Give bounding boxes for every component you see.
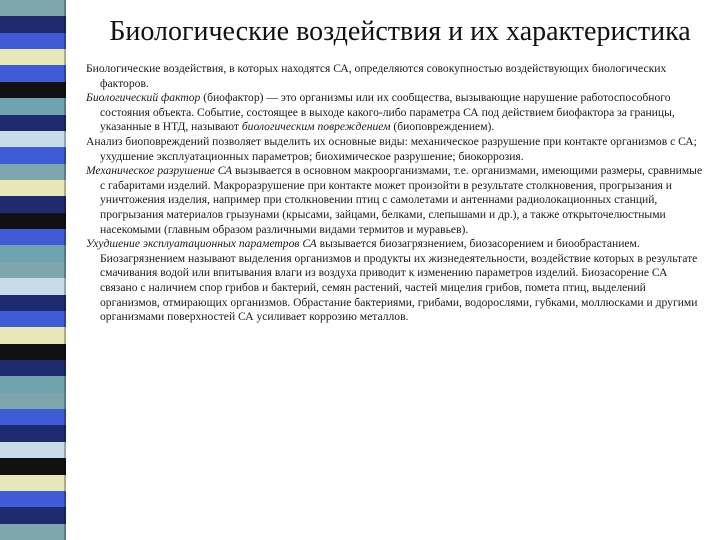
stripe-segment (0, 524, 66, 540)
stripe-segment (0, 458, 66, 475)
decorative-stripe-bar (0, 0, 66, 540)
stripe-segment (0, 507, 66, 524)
body-paragraph (86, 237, 704, 325)
stripe-segment (0, 245, 66, 262)
stripe-segment (0, 98, 66, 115)
stripe-segment (0, 327, 66, 344)
stripe-segment (0, 442, 66, 459)
stripe-segment (0, 33, 66, 50)
body-paragraph (86, 135, 704, 164)
body-paragraph (86, 164, 704, 237)
body-paragraph (86, 62, 704, 91)
stripe-segment (0, 295, 66, 312)
italic-term: Ухудшение эксплуатационных параметров СА (86, 237, 317, 251)
stripe-segment (0, 491, 66, 508)
paragraph-text: (биоповреждением). (390, 120, 495, 134)
paragraph-text: Анализ биоповреждений позволяет выделить их основные виды: механическое разрушение при контакте организмов с СА; ухудшение эксплуатационных параметров; биохимическое разрушение; биокоррозия. (86, 134, 697, 163)
stripe-segment (0, 49, 66, 66)
stripe-segment (0, 213, 66, 230)
stripe-segment (0, 262, 66, 279)
stripe-segment (0, 131, 66, 148)
italic-term: Механическое разрушение СА (86, 164, 233, 178)
stripe-segment (0, 409, 66, 426)
stripe-segment (0, 147, 66, 164)
body-paragraph (86, 91, 704, 135)
slide-title: Биологические воздействия и их характеристика (109, 16, 691, 47)
paragraph-text: (биофактор) — это организмы или их сообщества, вызывающие нарушение работоспособного состояния объекта. Событие, состоящее в выходе какого-либо параметра СА под действием биофактора за границы, указанные в НТД, называют (100, 91, 675, 134)
stripe-segment (0, 115, 66, 132)
italic-term: Биологический фактор (86, 91, 201, 105)
stripe-segment (0, 360, 66, 377)
stripe-segment (0, 311, 66, 328)
italic-term: биологическим повреждением (241, 120, 391, 134)
stripe-segment (0, 65, 66, 82)
paragraph-text: вызывается в основном макроорганизмами, т.е. организмами, имеющими размеры, сравнимые с габаритами изделий. Макроразрушение при контакте может произойти в результате столкновения, прогрызания и уничтожения изделия, например при столкновении птиц с самолетами и антеннами радиолокационных станций, прогрызания материалов грызунами (крысами, зайцами, белками, слепышами и др.), а также открыточелюстными насекомыми (главным образом различными видами термитов и муравьев). (100, 164, 703, 236)
stripe-segment (0, 180, 66, 197)
stripe-segment (0, 164, 66, 181)
stripe-segment (0, 344, 66, 361)
slide-body (86, 62, 704, 325)
stripe-segment (0, 425, 66, 442)
stripe-segment (0, 229, 66, 246)
stripe-segment (0, 82, 66, 99)
stripe-segment (0, 475, 66, 492)
stripe-segment (0, 278, 66, 295)
stripe-segment (0, 0, 66, 17)
paragraph-text: Биологические воздействия, в которых находятся СА, определяются совокупностью воздействующих биологических факторов. (86, 62, 667, 90)
stripe-segment (0, 196, 66, 213)
stripe-segment (0, 393, 66, 410)
paragraph-text: вызывается биозагрязнением, биозасорением и биообрастанием. Биозагрязнением называют выделения организмов и продукты их жизнедеятельности, воздействие которых в результате смачивания водой или впитывания влаги из воздуха приводит к изменению параметров изделий. Биозасорение СА связано с наличием спор грибов и бактерий, семян растений, частей мицелия грибов, помета птиц, выделений организмов, отмирающих организмов. Обрастание бактериями, грибами, водорослями, губками, моллюсками и другими организмами поверхностей СА усиливает коррозию металлов. (100, 237, 698, 324)
stripe-segment (0, 16, 66, 33)
stripe-segment (0, 376, 66, 393)
